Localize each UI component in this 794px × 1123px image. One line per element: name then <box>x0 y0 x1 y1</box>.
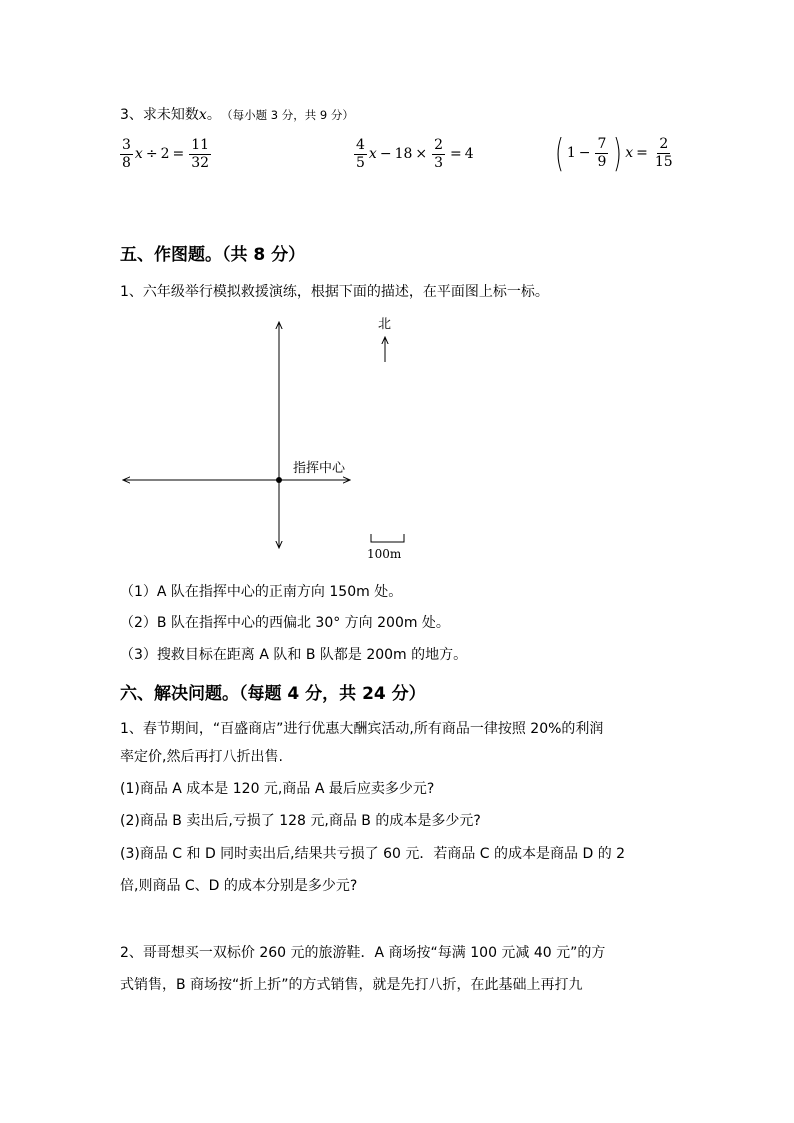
section5-q1: 1、六年级举行模拟救援演练，根据下面的描述，在平面图上标一标。 <box>120 284 549 300</box>
section6-q1-sub3-line2: 倍,则商品 C、D 的成本分别是多少元? <box>120 878 358 894</box>
eq1-equals: = <box>172 146 185 163</box>
eq2-den2: 3 <box>434 154 444 171</box>
eq3-one: 1 <box>566 145 576 161</box>
q3-note: （每小题 3 分，共 9 分） <box>226 108 354 122</box>
q3-var: x <box>198 107 207 123</box>
eq3-left-paren: ( <box>554 131 564 175</box>
eq3-den1: 9 <box>597 153 607 170</box>
eq2-op1: − <box>379 146 392 163</box>
section5-item-2: （2）B 队在指挥中心的西偏北 30° 方向 200m 处。 <box>120 615 450 631</box>
section5-heading: 五、作图题。（共 8 分） <box>120 245 306 265</box>
eq2-den1: 5 <box>356 154 365 171</box>
eq3-op1: − <box>578 145 591 161</box>
eq3-right-paren: ) <box>613 131 623 175</box>
eq2-var: x <box>368 146 377 163</box>
eq2-num1: 4 <box>356 137 365 153</box>
eq3-num2: 2 <box>659 135 669 152</box>
eq2-result: 4 <box>464 146 474 163</box>
eq3-equals: = <box>636 145 648 161</box>
scale-bar <box>371 534 404 542</box>
center-label: 指挥中心 <box>293 461 346 476</box>
section5-item-3: （3）搜救目标在距离 A 队和 B 队都是 200m 的地方。 <box>120 647 468 663</box>
eq1-num1: 3 <box>122 137 131 153</box>
q3-prefix: 3、求未知数 <box>120 107 199 123</box>
section6-q1-sub1: (1)商品 A 成本是 120 元,商品 A 最后应卖多少元? <box>120 781 435 797</box>
eq3-den2: 15 <box>654 153 673 170</box>
eq2-const: 18 <box>394 146 413 163</box>
eq1-op1: ÷ <box>145 146 158 163</box>
eq1-var: x <box>134 146 143 163</box>
eq1-den1: 8 <box>122 154 131 171</box>
q3-period: 。 <box>206 107 221 123</box>
eq2-num2: 2 <box>434 137 444 153</box>
center-point <box>276 477 282 483</box>
section6-q1-line1: 1、春节期间，“百盛商店”进行优惠大酬宾活动,所有商品一律按照 20%的利润 <box>120 721 604 737</box>
eq1-const: 2 <box>160 146 170 163</box>
scale-label: 100m <box>367 547 402 561</box>
section6-q2-line1: 2、哥哥想买一双标价 260 元的旅游鞋．A 商场按“每满 100 元减 40 元”的方 <box>120 945 606 961</box>
eq3-var: x <box>625 145 634 161</box>
section6-heading: 六、解决问题。（每题 4 分，共 24 分） <box>120 684 426 704</box>
north-label: 北 <box>378 317 392 332</box>
eq1-den2: 32 <box>191 154 210 171</box>
eq3-num1: 7 <box>597 135 607 152</box>
eq2-op2: × <box>415 146 428 163</box>
section6-q2-line2: 式销售，B 商场按“折上折”的方式销售，就是先打八折，在此基础上再打九 <box>120 977 583 993</box>
section5-item-1: （1）A 队在指挥中心的正南方向 150m 处。 <box>120 584 403 600</box>
section6-q1-sub2: (2)商品 B 卖出后,亏损了 128 元,商品 B 的成本是多少元? <box>120 813 481 829</box>
section6-q1-line2: 率定价,然后再打八折出售. <box>120 749 283 765</box>
eq2-equals: = <box>450 146 462 163</box>
eq1-num2: 11 <box>191 137 210 153</box>
section6-q1-sub3-line1: (3)商品 C 和 D 同时卖出后,结果共亏损了 60 元．若商品 C 的成本是商品 D 的 2 <box>120 846 626 862</box>
